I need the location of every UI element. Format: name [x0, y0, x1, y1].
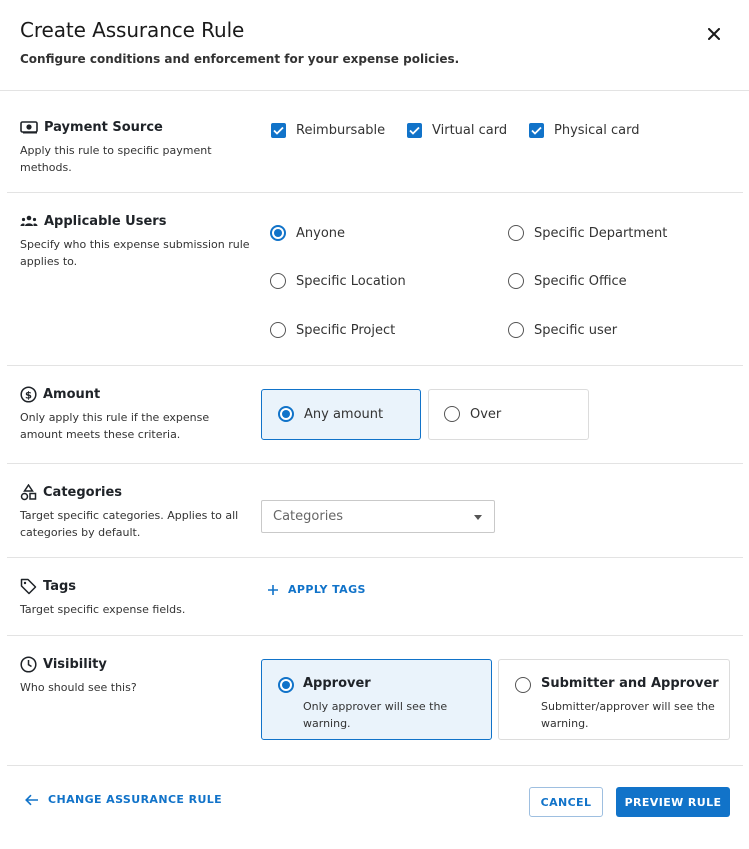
- dollar-circle-icon: [20, 386, 37, 403]
- radio-unselected-icon: [508, 225, 524, 241]
- anyone-label: Anyone: [296, 225, 346, 241]
- specific-project-label: Specific Project: [296, 322, 396, 338]
- visibility-section: [7, 636, 743, 766]
- tags-title: Tags: [43, 578, 77, 594]
- radio-unselected-icon: [270, 322, 286, 338]
- categories-select[interactable]: [261, 500, 495, 533]
- approver-title: Approver: [303, 676, 371, 691]
- tags-label: [20, 577, 250, 618]
- apply-tags-label: APPLY TAGS: [288, 583, 366, 596]
- virtual-card-checkbox[interactable]: [407, 123, 507, 138]
- cash-icon: [20, 120, 38, 134]
- change-assurance-rule-button[interactable]: [25, 793, 222, 806]
- amount-section: [7, 366, 743, 464]
- radio-unselected-icon: [515, 677, 531, 693]
- submitter-and-approver-title: Submitter and Approver: [541, 676, 719, 691]
- over-label: Over: [470, 406, 502, 422]
- any-amount-label: Any amount: [304, 406, 384, 422]
- clock-icon: [20, 656, 37, 673]
- over-amount-option[interactable]: [428, 389, 589, 440]
- radio-selected-icon: [278, 406, 294, 422]
- radio-selected-icon: [270, 225, 286, 241]
- checkbox-checked-icon: [529, 123, 544, 138]
- radio-unselected-icon: [444, 406, 460, 422]
- checkbox-checked-icon: [407, 123, 422, 138]
- categories-section: [7, 464, 743, 558]
- specific-user-radio[interactable]: [508, 322, 617, 338]
- radio-selected-icon: [278, 677, 294, 693]
- payment-source-title: Payment Source: [44, 119, 163, 135]
- approver-description: Only approver will see the warning.: [303, 700, 448, 730]
- close-icon: [708, 28, 720, 40]
- users-group-icon: [20, 214, 38, 228]
- arrow-left-icon: [25, 794, 39, 806]
- specific-project-radio[interactable]: [270, 322, 395, 338]
- caret-down-icon: [474, 515, 482, 520]
- radio-unselected-icon: [270, 273, 286, 289]
- specific-office-label: Specific Office: [534, 273, 627, 289]
- dialog-subtitle: Configure conditions and enforcement for your expense policies.: [20, 52, 460, 66]
- change-assurance-rule-label: CHANGE ASSURANCE RULE: [48, 793, 223, 806]
- checkbox-checked-icon: [271, 123, 286, 138]
- specific-office-radio[interactable]: [508, 273, 627, 289]
- cancel-button[interactable]: CANCEL: [529, 787, 603, 817]
- tags-description: Target specific expense fields.: [20, 603, 186, 616]
- payment-source-label: [20, 118, 250, 176]
- visibility-label: [20, 655, 250, 696]
- visibility-title: Visibility: [43, 656, 107, 672]
- amount-title: Amount: [43, 386, 101, 402]
- plus-icon: [267, 584, 279, 596]
- approver-option[interactable]: [261, 659, 492, 740]
- visibility-description: Who should see this?: [20, 681, 137, 694]
- reimbursable-checkbox[interactable]: [271, 123, 385, 138]
- payment-source-description: Apply this rule to specific payment methods.: [20, 144, 212, 174]
- any-amount-option[interactable]: [261, 389, 421, 440]
- applicable-users-title: Applicable Users: [44, 213, 167, 229]
- categories-placeholder: Categories: [273, 509, 344, 524]
- submitter-and-approver-option[interactable]: [498, 659, 730, 740]
- anyone-radio[interactable]: [270, 225, 345, 241]
- specific-user-label: Specific user: [534, 322, 618, 338]
- dialog-header: [20, 18, 729, 66]
- specific-location-label: Specific Location: [296, 273, 406, 289]
- reimbursable-label: Reimbursable: [296, 123, 386, 138]
- radio-unselected-icon: [508, 273, 524, 289]
- specific-location-radio[interactable]: [270, 273, 406, 289]
- dialog-title: Create Assurance Rule: [20, 18, 245, 42]
- amount-description: Only apply this rule if the expense amount meets these criteria.: [20, 411, 210, 441]
- svg-text:$: $: [25, 389, 32, 401]
- close-button[interactable]: [702, 22, 726, 46]
- categories-title: Categories: [43, 484, 123, 500]
- physical-card-label: Physical card: [554, 123, 640, 138]
- submitter-and-approver-description: Submitter/approver will see the warning.: [541, 700, 715, 730]
- amount-label: [20, 385, 250, 443]
- applicable-users-description: Specify who this expense submission rule applies to.: [20, 238, 250, 268]
- shapes-icon: [20, 484, 37, 501]
- physical-card-checkbox[interactable]: [529, 123, 640, 138]
- applicable-users-label: [20, 212, 250, 270]
- radio-unselected-icon: [508, 322, 524, 338]
- categories-label: [20, 483, 250, 541]
- specific-department-label: Specific Department: [534, 225, 668, 241]
- payment-source-section: [7, 91, 743, 193]
- preview-rule-button[interactable]: PREVIEW RULE: [616, 787, 730, 817]
- tags-section: [7, 558, 743, 636]
- specific-department-radio[interactable]: [508, 225, 667, 241]
- virtual-card-label: Virtual card: [432, 123, 508, 138]
- categories-description: Target specific categories. Applies to all categories by default.: [20, 509, 239, 539]
- tag-icon: [20, 578, 37, 595]
- applicable-users-section: [7, 193, 743, 366]
- apply-tags-button[interactable]: [267, 583, 366, 596]
